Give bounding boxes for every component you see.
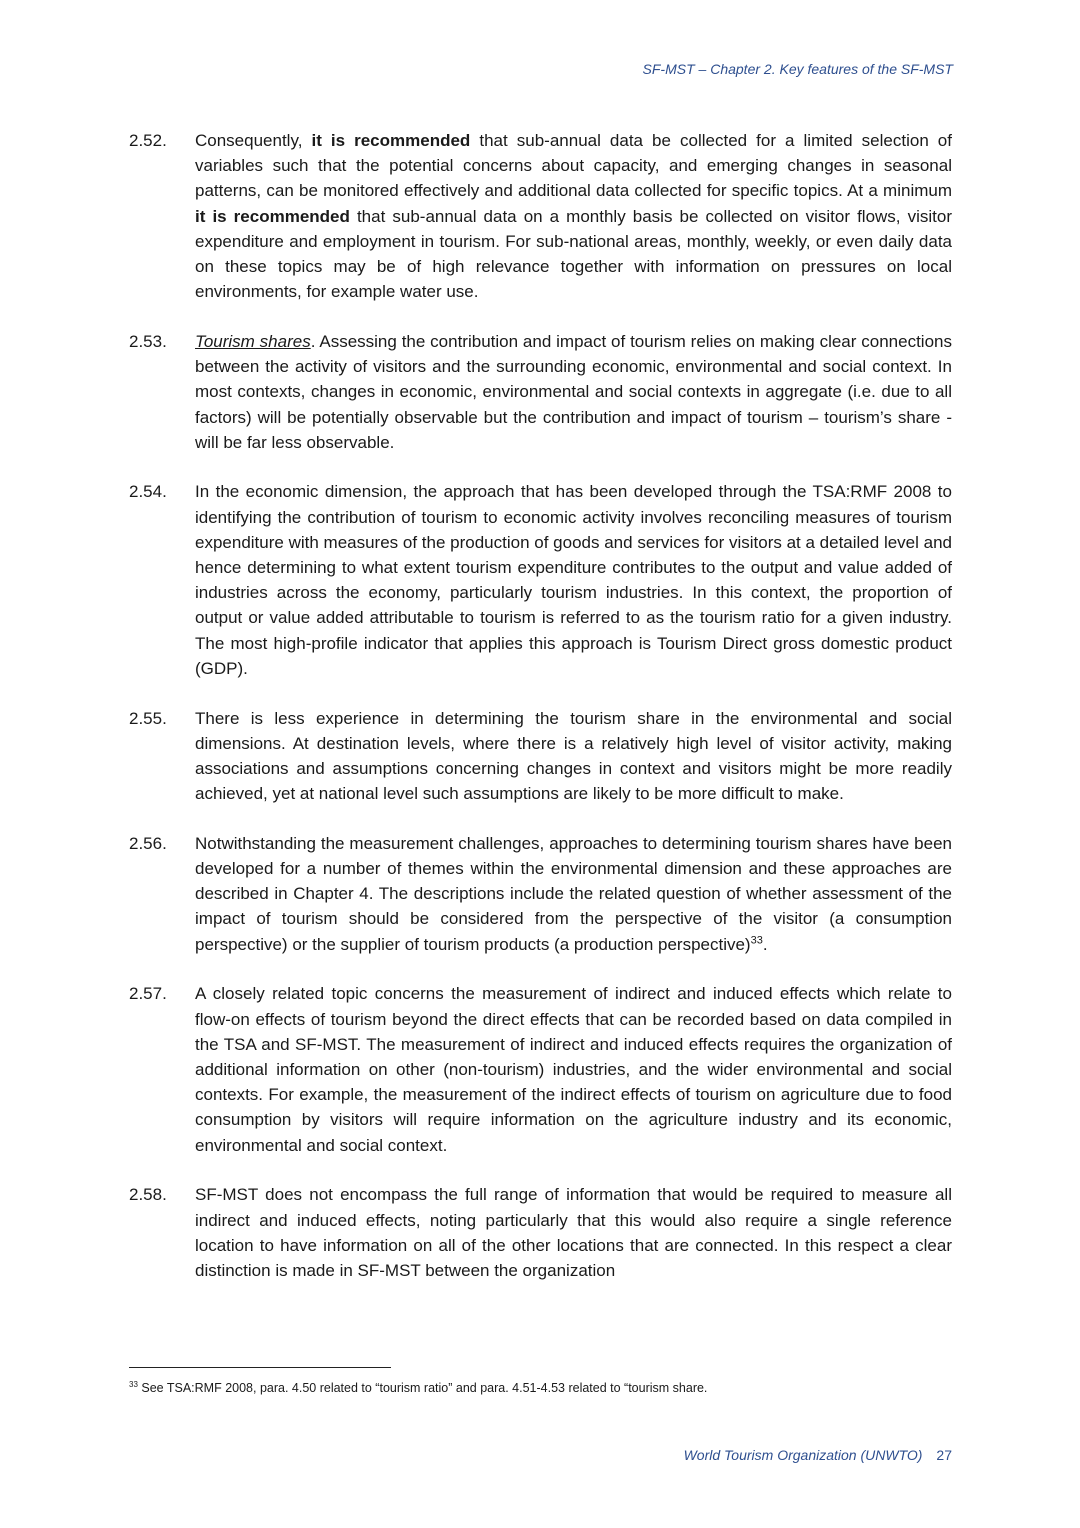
paragraph xyxy=(129,479,952,681)
paragraph xyxy=(129,1182,952,1283)
emphasis-text: it is recommended xyxy=(311,131,471,150)
paragraph xyxy=(129,831,952,957)
paragraph-text xyxy=(195,1182,952,1283)
paragraph-text xyxy=(195,479,952,681)
paragraph xyxy=(129,329,952,455)
text-segment: A closely related topic concerns the measurement of indirect and induced effects which relate to flow-on effects of tourism beyond the direct effects that can be recorded based on data compiled in the TSA and SF-MST. The measurement of indirect and induced effects requires the organization of additional information on other (non-tourism) industries, and the wider environmental and social contexts. For example, the measurement of the indirect effects of tourism on agriculture due to food consumption by visitors will require information on the agriculture industry and its economic, environmental and social context. xyxy=(195,984,952,1155)
paragraph-text xyxy=(195,831,952,957)
paragraph-number: 2.58. xyxy=(129,1185,167,1205)
text-segment: In the economic dimension, the approach that has been developed through the TSA:RMF 2008 to identifying the contribution of tourism to economic activity involves reconciling measures of tourism expenditure with measures of the production of goods and services for visitors at a detailed level and hence determining to what extent tourism expenditure contributes to the output and value added of industries across the economy, particularly tourism industries. In this context, the proportion of output or value added attributable to tourism is referred to as the tourism ratio for a given industry. The most high-profile indicator that applies this approach is Tourism Direct gross domestic product (GDP). xyxy=(195,482,952,678)
main-body xyxy=(129,128,952,1308)
running-footer xyxy=(684,1447,952,1463)
footnote-text: See TSA:RMF 2008, para. 4.50 related to “tourism ratio” and para. 4.51-4.53 related to “tourism share. xyxy=(137,1381,708,1395)
footnote-marker: 33 xyxy=(129,1379,138,1389)
paragraph-text xyxy=(195,329,952,455)
paragraph-text xyxy=(195,981,952,1157)
paragraph-text xyxy=(195,706,952,807)
paragraph-text xyxy=(195,128,952,304)
paragraph-number: 2.55. xyxy=(129,708,167,728)
text-segment: . xyxy=(762,934,768,954)
paragraph-number: 2.56. xyxy=(129,833,167,853)
footnote-divider xyxy=(129,1367,391,1368)
text-segment: that sub-annual data on a monthly basis be collected on visitor flows, visitor expenditure and employment in tourism. For sub-national areas, monthly, weekly, or even daily data on these topics may be of high relevance together with information on pressures on local environments, for example water use. xyxy=(195,206,952,302)
page-number: 27 xyxy=(936,1447,952,1463)
running-header: SF-MST – Chapter 2. Key features of the SF-MST xyxy=(642,61,953,77)
footnote xyxy=(129,1381,952,1395)
topic-heading: Tourism shares xyxy=(195,331,311,351)
text-segment: Notwithstanding the measurement challenges, approaches to determining tourism shares have been developed for a number of themes within the environmental dimension and these approaches are described in Chapter 4. The descriptions include the related question of whether assessment of the impact of tourism should be considered from the perspective of the visitor (a consumption perspective) or the supplier of tourism products (a production perspective) xyxy=(195,833,952,954)
text-segment: Consequently, xyxy=(195,131,312,150)
text-segment: There is less experience in determining the tourism share in the environmental and social dimensions. At destination levels, where there is a relatively high level of visitor activity, making associations and assumptions concerning changes in context and visitors might be more readily achieved, yet at national level such assumptions are likely to be more difficult to make. xyxy=(195,708,952,804)
text-segment: that sub-annual data be collected for a limited selection of variables such that the potential concerns about capacity, and emerging changes in seasonal patterns, can be monitored effectively and additional data collected for specific topics. At a minimum xyxy=(195,131,952,201)
paragraph-number: 2.54. xyxy=(129,482,167,502)
paragraph-number: 2.57. xyxy=(129,984,167,1004)
emphasis-text: it is recommended xyxy=(195,206,350,226)
footnote-reference: 33 xyxy=(750,934,763,947)
footer-organization: World Tourism Organization (UNWTO) xyxy=(683,1447,923,1463)
text-segment: . Assessing the contribution and impact of tourism relies on making clear connections between the activity of visitors and the surrounding economic, environmental and social context. In most contexts, changes in economic, environmental and social contexts in aggregate (i.e. due to all factors) will be potentially observable but the contribution and impact of tourism – tourism’s share - will be far less observable. xyxy=(195,331,952,452)
text-segment: SF-MST does not encompass the full range of information that would be required to measure all indirect and induced effects, noting particularly that this would also require a single reference location to have information on all of the other locations that are connected. In this respect a clear distinction is made in SF-MST between the organization xyxy=(195,1185,952,1280)
paragraph-number: 2.53. xyxy=(129,331,167,351)
paragraph xyxy=(129,128,952,304)
paragraph xyxy=(129,981,952,1157)
paragraph-number: 2.52. xyxy=(129,131,167,150)
paragraph xyxy=(129,706,952,807)
